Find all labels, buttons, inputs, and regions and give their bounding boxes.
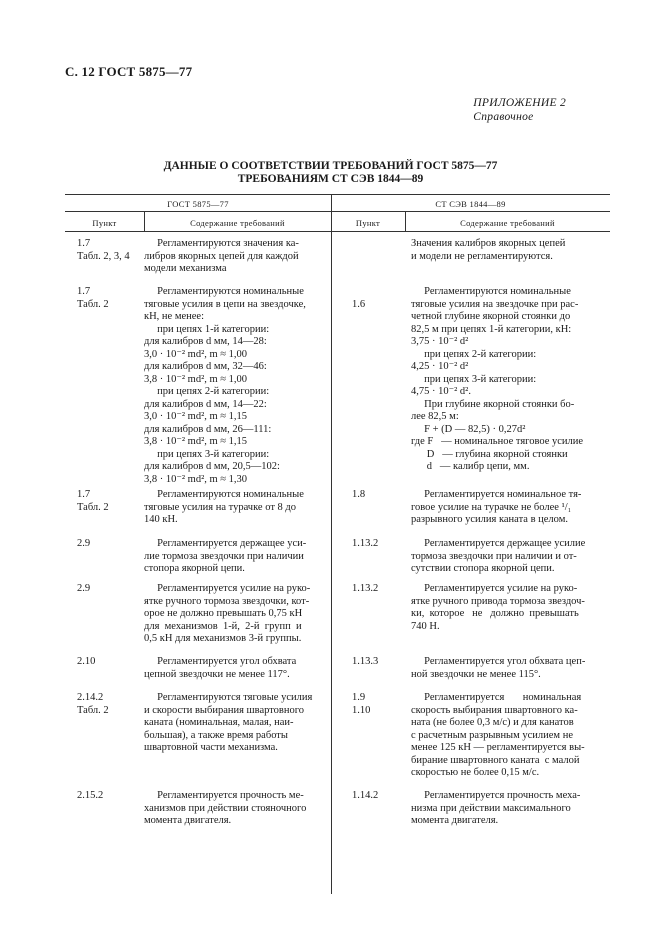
cell-line: для калибров d мм, 26—111:	[144, 423, 272, 435]
col-header-content-sev: Содержание требований	[460, 218, 555, 228]
cell-line: менее 125 кН — регламентируется вы-	[411, 742, 585, 753]
row-text-gost	[144, 790, 324, 828]
cell-line: орое не должно превышать 0,75 кН	[144, 608, 303, 619]
table-top-border	[65, 194, 610, 195]
cell-line: Регламентируются номинальные	[144, 489, 304, 500]
cell-line: при цепях 3-й категории:	[411, 373, 537, 385]
row-text-gost	[144, 538, 324, 576]
cell-line: Регламентируется прочность меха-	[411, 790, 581, 801]
table-header-bottom	[65, 231, 610, 232]
col-header-punkt-gost: Пункт	[92, 218, 117, 228]
row-punkt-sev	[352, 692, 392, 717]
cell-line: Регламентируется держащее уси-	[144, 538, 307, 549]
cell-line: при цепях 3-й категории:	[144, 448, 270, 460]
cell-line: где F — номинальное тяговое усилие	[411, 436, 584, 447]
cell-line: Регламентируется держащее усилие	[411, 538, 586, 549]
cell-line: Регламентируется прочность ме-	[144, 790, 304, 801]
cell-line: тяговые усилия в цепи на звездочке,	[144, 298, 306, 310]
row-punkt-gost	[77, 692, 147, 717]
cell-line: Табл. 2	[77, 704, 109, 716]
cell-line: кН, не менее:	[144, 311, 205, 322]
row-text-gost	[144, 656, 324, 681]
row-punkt-gost	[77, 583, 147, 596]
row-text-sev	[411, 692, 601, 780]
cell-line: ки, которое не должно превышать	[411, 608, 579, 619]
group-header-gost: ГОСТ 5875—77	[167, 199, 229, 209]
cell-line: либров якорных цепей для каждой	[144, 250, 299, 262]
row-punkt-sev	[352, 299, 392, 312]
cell-line: тормоза звездочки при наличии и от-	[411, 550, 577, 562]
row-punkt-gost	[77, 489, 147, 514]
col-header-punkt-sev: Пункт	[355, 218, 381, 228]
row-punkt-sev	[352, 790, 392, 803]
cell-line: разрывного усилия каната в целом.	[411, 514, 568, 525]
cell-line: 3,8 · 10⁻² md², m ≈ 1,00	[144, 373, 248, 385]
cell-line: 2.14.2	[77, 692, 104, 703]
cell-line: каната (номинальная, малая, наи-	[144, 717, 294, 728]
cell-line: ятке ручного привода тормоза звездоч-	[411, 595, 585, 607]
row-text-sev	[411, 656, 601, 681]
row-text-gost	[144, 489, 324, 527]
cell-line: 140 кН.	[144, 514, 178, 525]
cell-line: бирание швартовного каната с малой	[411, 754, 580, 766]
cell-line: Регламентируется угол обхвата цеп-	[411, 656, 586, 667]
cell-line: Регламентируется угол обхвата	[144, 656, 297, 667]
cell-line: для калибров d мм, 20,5—102:	[144, 461, 280, 472]
cell-line: 1.6	[352, 298, 366, 310]
cell-line: 2.9	[77, 538, 91, 549]
table-center-divider	[331, 194, 332, 894]
cell-line: скорость выбирания швартовного ка-	[411, 704, 578, 716]
cell-line: и скорости выбирания швартовного	[144, 704, 305, 716]
cell-line: 1.7	[77, 286, 91, 297]
cell-line: цепной звездочки не менее 117°.	[144, 668, 290, 680]
cell-line: Регламентируются значения ка-	[144, 238, 299, 249]
row-text-sev	[411, 790, 601, 828]
cell-line: модели механизма	[144, 263, 227, 274]
cell-line: 3,8 · 10⁻² md², m ≈ 1,30	[144, 473, 248, 485]
row-text-sev	[411, 286, 601, 474]
cell-line: для калибров d мм, 32—46:	[144, 361, 267, 372]
cell-line: 1.10	[352, 704, 371, 716]
cell-line: сутствии стопора якорной цепи.	[411, 563, 555, 574]
cell-line: 3,75 · 10⁻² d²	[411, 336, 469, 347]
cell-line: 3,8 · 10⁻² md², m ≈ 1,15	[144, 436, 248, 447]
row-text-sev	[411, 238, 601, 263]
cell-line: d — калибр цепи, мм.	[411, 461, 530, 472]
cell-line: для механизмов 1-й, 2-й групп и	[144, 620, 302, 632]
cell-line: ной звездочки не менее 115°.	[411, 668, 541, 680]
row-text-gost	[144, 583, 324, 646]
cell-line: Регламентируется усилие на руко-	[411, 583, 578, 594]
group-header-sev: СТ СЭВ 1844—89	[435, 199, 506, 209]
cell-line: Регламентируются тяговые усилия	[144, 692, 313, 703]
row-punkt-sev	[352, 538, 392, 551]
cell-line: 4,75 · 10⁻² d².	[411, 386, 471, 397]
cell-line: 1.13.2	[352, 538, 379, 549]
cell-line: скоростью не более 0,15 м/с.	[411, 767, 540, 778]
cell-line: швартовной части механизма.	[144, 742, 278, 753]
cell-line: четной глубине якорной стоянки до	[411, 311, 571, 322]
cell-line: 0,5 кН для механизмов 3-й группы.	[144, 633, 302, 644]
cell-line: Регламентируется усилие на руко-	[144, 583, 311, 594]
cell-line: для калибров d мм, 14—28:	[144, 336, 267, 347]
row-punkt-sev	[352, 583, 392, 596]
title-line-1: ДАННЫЕ О СООТВЕТСТВИИ ТРЕБОВАНИЙ ГОСТ 5875—77	[163, 160, 498, 172]
row-punkt-gost	[77, 286, 147, 311]
page-header: С. 12 ГОСТ 5875—77	[65, 64, 193, 79]
row-punkt-sev	[352, 656, 392, 669]
col-header-content-gost: Содержание требований	[190, 218, 285, 228]
cell-line: тяговые усилия на звездочке при рас-	[411, 298, 579, 310]
cell-line: 2.15.2	[77, 790, 104, 801]
cell-line: момента двигателя.	[144, 815, 232, 826]
cell-line: ната (не более 0,3 м/с) и для канатов	[411, 717, 574, 728]
row-text-gost	[144, 692, 324, 755]
title-line-2: ТРЕБОВАНИЯМ СТ СЭВ 1844—89	[237, 173, 424, 185]
row-punkt-gost	[77, 656, 147, 669]
cell-line: 3,0 · 10⁻² md², m ≈ 1,00	[144, 348, 248, 360]
cell-line: низма при действии максимального	[411, 802, 571, 814]
row-punkt-gost	[77, 538, 147, 551]
cell-line: Регламентируются номинальные	[144, 286, 304, 297]
cell-line: большая), а также время работы	[144, 729, 288, 741]
cell-line: Табл. 2	[77, 298, 109, 310]
cell-line: с расчетным разрывным усилием не	[411, 729, 573, 741]
row-text-gost	[144, 238, 324, 276]
cell-line: ятке ручного тормоза звездочки, кот-	[144, 595, 310, 607]
cell-line: при цепях 2-й категории:	[411, 348, 537, 360]
cell-line: Табл. 2, 3, 4	[77, 250, 130, 262]
table-group-divider	[65, 211, 610, 212]
row-text-sev	[411, 489, 601, 527]
cell-line: 3,0 · 10⁻² md², m ≈ 1,15	[144, 411, 248, 422]
cell-line: говое усилие на турачке не более ¹/₁	[411, 501, 572, 513]
cell-line: 2.10	[77, 656, 96, 667]
cell-line: и модели не регламентируются.	[411, 250, 553, 262]
cell-line: 4,25 · 10⁻² d²	[411, 361, 469, 372]
cell-line: 1.8	[352, 489, 366, 500]
row-punkt-gost	[77, 238, 147, 263]
cell-line: 740 Н.	[411, 620, 440, 632]
appendix-title: ПРИЛОЖЕНИЕ 2	[473, 97, 566, 109]
appendix-type: Справочное	[473, 111, 534, 123]
cell-line: При глубине якорной стоянки бо-	[411, 398, 575, 410]
cell-line: 1.13.3	[352, 656, 379, 667]
cell-line: 1.13.2	[352, 583, 379, 594]
cell-line: 1.7	[77, 238, 91, 249]
row-text-sev	[411, 583, 601, 633]
cell-line: ханизмов при действии стояночного	[144, 802, 307, 814]
cell-line: при цепях 1-й категории:	[144, 323, 270, 335]
cell-line: при цепях 2-й категории:	[144, 386, 270, 397]
cell-line: 1.14.2	[352, 790, 379, 801]
cell-line: 2.9	[77, 583, 91, 594]
cell-line: тяговые усилия на турачке от 8 до	[144, 501, 297, 513]
cell-line: Табл. 2	[77, 501, 109, 513]
cell-line: 82,5 м при цепях 1-й категории, кН:	[411, 323, 572, 335]
cell-line: для калибров d мм, 14—22:	[144, 398, 267, 410]
row-punkt-sev	[352, 489, 392, 502]
row-punkt-gost	[77, 790, 147, 803]
cell-line: D — глубина якорной стоянки	[411, 448, 568, 460]
cell-line: лие тормоза звездочки при наличии	[144, 550, 304, 562]
appendix-label	[473, 96, 566, 124]
cell-line: стопора якорной цепи.	[144, 563, 245, 574]
cell-line: момента двигателя.	[411, 815, 499, 826]
cell-line: Регламентируется номинальное тя-	[411, 489, 582, 500]
document-title	[0, 160, 661, 186]
cell-line: 1.7	[77, 489, 91, 500]
cell-line: 1.9	[352, 692, 366, 703]
cell-line: Регламентируются номинальные	[411, 286, 571, 297]
cell-line: лее 82,5 м:	[411, 411, 459, 422]
row-text-sev	[411, 538, 601, 576]
cell-line: Регламентируется номинальная	[411, 692, 582, 703]
cell-line: F + (D — 82,5) · 0,27d²	[411, 423, 526, 435]
cell-line: Значения калибров якорных цепей	[411, 238, 566, 249]
row-text-gost	[144, 286, 324, 486]
